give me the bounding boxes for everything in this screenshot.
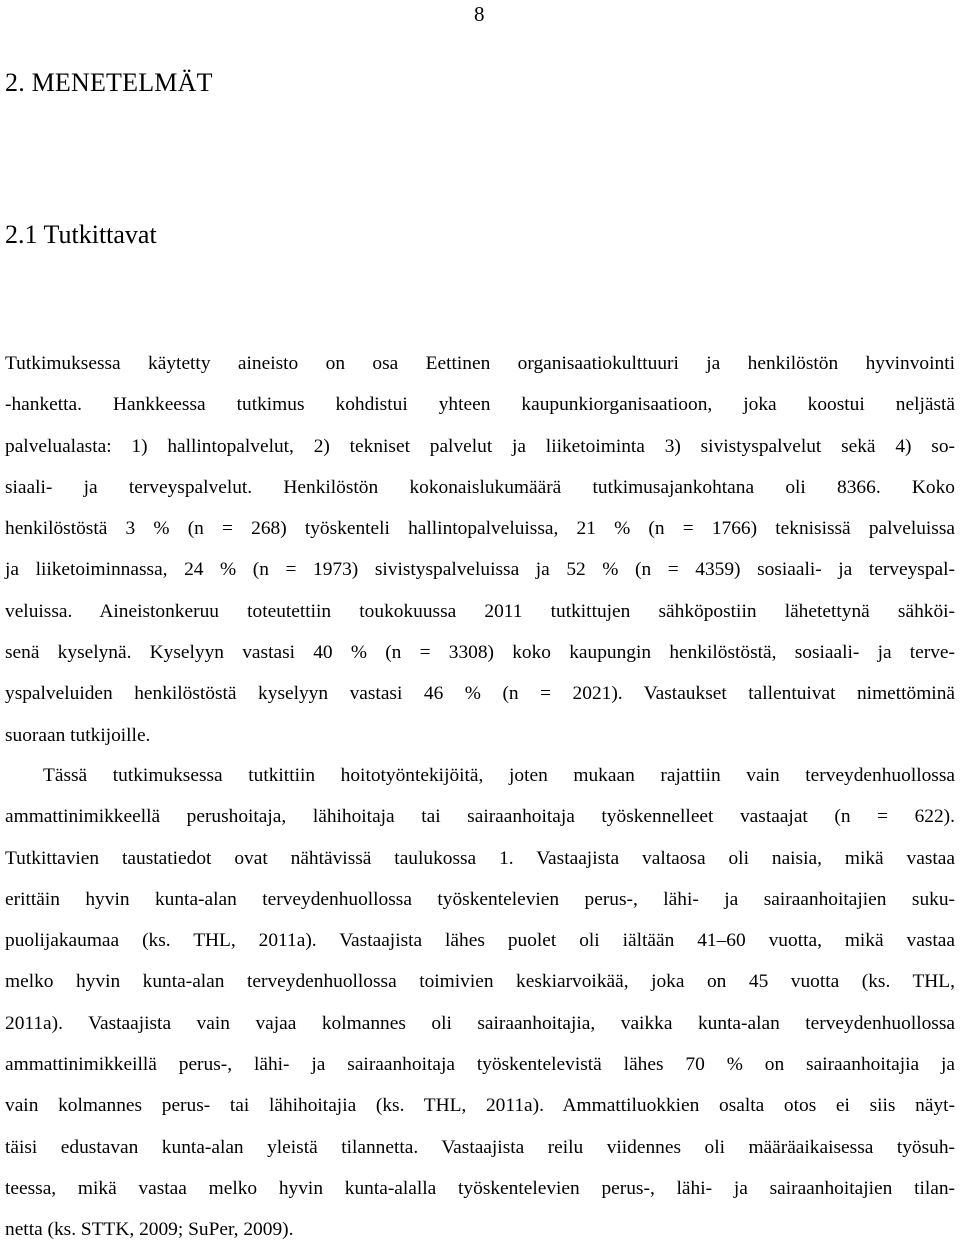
paragraph-line: teessa, mikä vastaa melko hyvin kunta-alalla työskentelevien perus-, lähi- ja sairaanhoitajien tilan- [5, 1177, 955, 1199]
paragraph-line: veluissa. Aineistonkeruu toteutettiin toukokuussa 2011 tutkittujen sähköpostiin lähetettynä sähköi- [5, 600, 955, 622]
page-number: 8 [474, 2, 485, 26]
paragraph-line: -hanketta. Hankkeessa tutkimus kohdistui yhteen kaupunkiorganisaatioon, joka koostui neljästä [5, 394, 955, 416]
paragraph-line: 2011a). Vastaajista vain vajaa kolmannes oli sairaanhoitajia, vaikka kunta-alan terveydenhuollossa [5, 1012, 955, 1034]
paragraph-line: Tutkimuksessa käytetty aineisto on osa Eettinen organisaatiokulttuuri ja henkilöstön hyvinvointi [5, 353, 955, 374]
paragraph-line: netta (ks. STTK, 2009; SuPer, 2009). [5, 1219, 294, 1241]
paragraph-line: yspalveluiden henkilöstöstä kyselyyn vastasi 46 % (n = 2021). Vastaukset tallentuivat nimettöminä [5, 683, 955, 705]
paragraph-line: ja liiketoiminnassa, 24 % (n = 1973) sivistyspalveluissa ja 52 % (n = 4359) sosiaali- ja terveyspal- [5, 559, 955, 581]
paragraph-line: senä kyselynä. Kyselyyn vastasi 40 % (n = 3308) koko kaupungin henkilöstöstä, sosiaali- ja terve- [5, 642, 955, 664]
paragraph-line: Tässä tutkimuksessa tutkittiin hoitotyöntekijöitä, joten mukaan rajattiin vain terveydenhuollossa [43, 765, 955, 786]
paragraph-line: henkilöstöstä 3 % (n = 268) työskenteli hallintopalveluissa, 21 % (n = 1766) teknisissä palveluissa [5, 518, 955, 540]
paragraph-line: ammattinimikkeillä perus-, lähi- ja sairaanhoitaja työskentelevistä lähes 70 % on sairaanhoitajia ja [5, 1054, 955, 1076]
paragraph-line: suoraan tutkijoille. [5, 724, 151, 746]
paragraph-line: erittäin hyvin kunta-alan terveydenhuollossa työskentelevien perus-, lähi- ja sairaanhoitajien suku- [5, 888, 955, 910]
paragraph-line: ammattinimikkeellä perushoitaja, lähihoitaja tai sairaanhoitaja työskennelleet vastaajat (n = 622). [5, 806, 955, 828]
section-heading: 2.1 Tutkittavat [5, 220, 157, 249]
chapter-heading: 2. MENETELMÄT [5, 68, 213, 97]
paragraph-line: puolijakaumaa (ks. THL, 2011a). Vastaajista lähes puolet oli iältään 41–60 vuotta, mikä vastaa [5, 930, 955, 952]
paragraph-2 [5, 755, 955, 1251]
paragraph-line: siaali- ja terveyspalvelut. Henkilöstön kokonaislukumäärä tutkimusajankohtana oli 8366. Koko [5, 476, 955, 498]
paragraph-line: täisi edustavan kunta-alan yleistä tilannetta. Vastaajista reilu viidennes oli määräaikaisessa työsuh- [5, 1136, 955, 1158]
paragraph-line: Tutkittavien taustatiedot ovat nähtävissä taulukossa 1. Vastaajista valtaosa oli naisia, mikä vastaa [5, 847, 955, 869]
paragraph-line: melko hyvin kunta-alan terveydenhuollossa toimivien keskiarvoikää, joka on 45 vuotta (ks. THL, [5, 971, 955, 993]
paragraph-1 [5, 343, 955, 756]
paragraph-line: vain kolmannes perus- tai lähihoitajia (ks. THL, 2011a). Ammattiluokkien osalta otos ei siis näyt- [5, 1095, 955, 1117]
paragraph-line: palvelualasta: 1) hallintopalvelut, 2) tekniset palvelut ja liiketoiminta 3) sivistyspalvelut sekä 4) so- [5, 435, 955, 457]
